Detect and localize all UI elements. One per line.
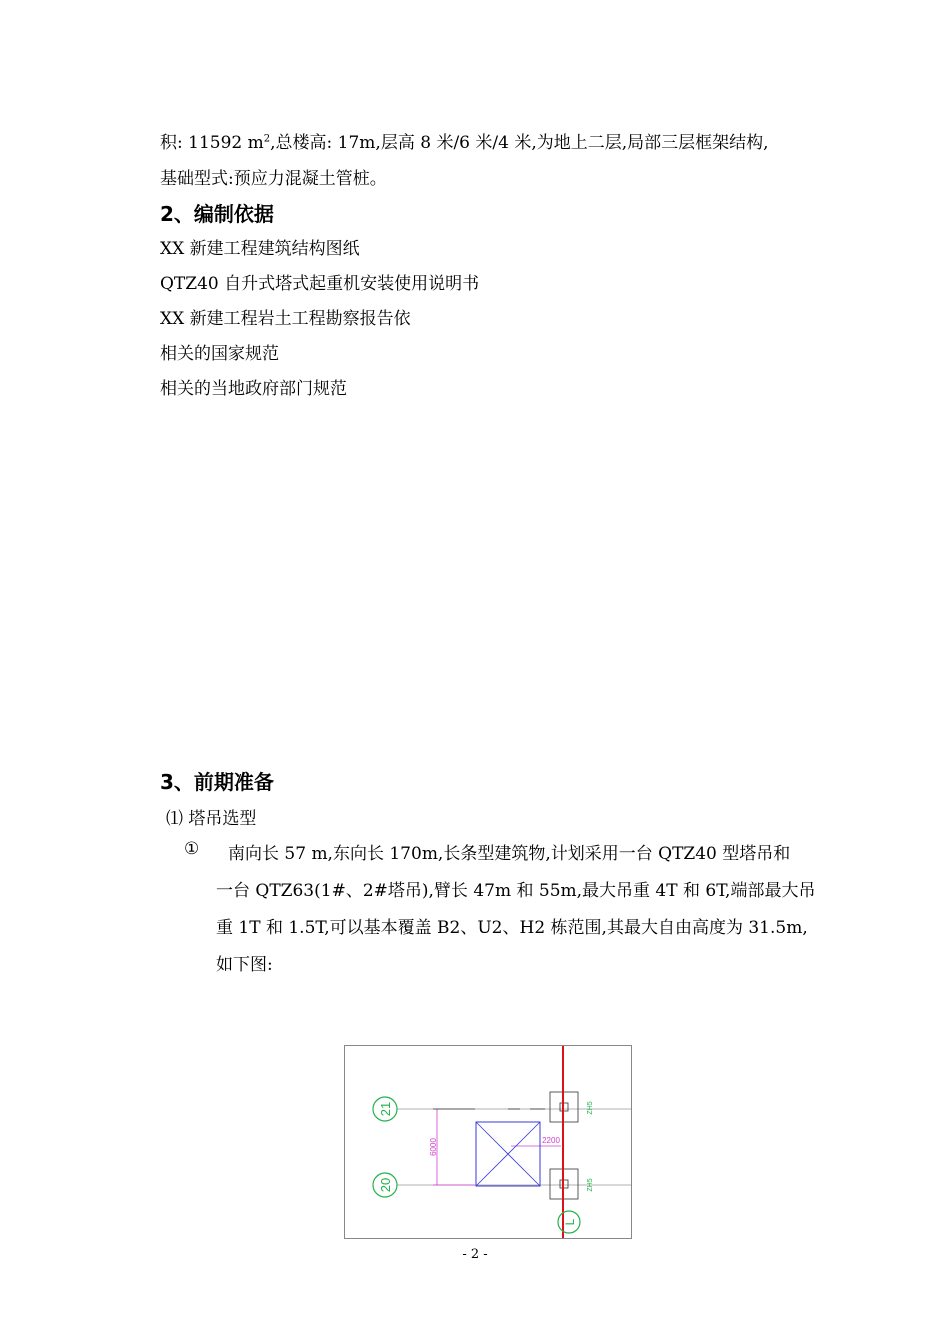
intro-line-1 [160,128,769,153]
intro-line-1-prefix: 积: 11592 m [160,133,264,153]
paragraph-line: 一台 QTZ63(1#、2#塔吊),臂长 47m 和 55m,最大吊重 4T 和 6T,端部最大吊 [216,881,816,901]
dim-label-vertical: 6000 [429,1138,438,1156]
paragraph-line: 南向长 57 m,东向长 170m,长条型建筑物,计划采用一台 QTZ40 型塔吊和 [228,844,791,864]
paragraph-line: 如下图: [216,955,273,975]
pile-label-top: ZH5 [587,1101,594,1115]
dim-label-horizontal: 2200 [542,1136,560,1145]
section-2-item: 相关的国家规范 [160,344,279,364]
axis-label-l: L [563,1218,577,1226]
intro-line-1-suffix: ,总楼高: 17m,层高 8 米/6 米/4 米,为地上二层,局部三层框架结构, [270,133,769,153]
section-2-heading: 2、编制依据 [160,202,274,226]
pile-label-bottom: ZH5 [587,1178,594,1192]
page-number: - 2 - [462,1247,488,1262]
section-3-heading: 3、前期准备 [160,770,274,794]
area-superscript: 2 [263,133,271,145]
section-2-item: 相关的当地政府部门规范 [160,379,347,399]
section-2-item: QTZ40 自升式塔式起重机安装使用说明书 [160,274,480,294]
crane-layout-figure [344,1045,632,1239]
axis-label-21: 21 [378,1101,393,1117]
list-marker: ① [184,839,200,859]
paragraph-line: 重 1T 和 1.5T,可以基本覆盖 B2、U2、H2 栋范围,其最大自由高度为 31.5m, [216,918,808,938]
axis-label-20: 20 [378,1177,393,1193]
crane-layout-drawing [345,1046,631,1238]
section-3-subheading: ⑴ 塔吊选型 [166,809,257,829]
section-2-item: XX 新建工程岩土工程勘察报告依 [160,309,411,329]
intro-line-2: 基础型式:预应力混凝土管桩。 [160,169,387,189]
section-2-item: XX 新建工程建筑结构图纸 [160,239,360,259]
